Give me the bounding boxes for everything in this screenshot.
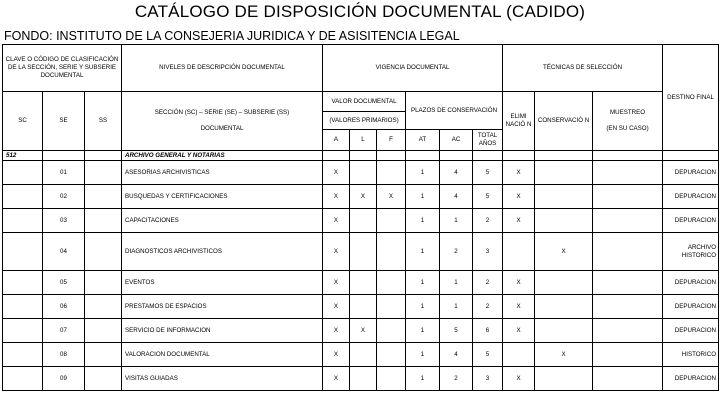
cell-ac: 1 bbox=[440, 271, 473, 295]
cell-f bbox=[377, 161, 406, 185]
cell-muestreo bbox=[593, 319, 663, 343]
cell-cons bbox=[535, 161, 593, 185]
cell-elim: X bbox=[503, 367, 535, 391]
niveles-header: NIVELES DE DESCRIPCIÓN DOCUMENTAL bbox=[122, 45, 323, 92]
cell-at: 1 bbox=[406, 295, 440, 319]
table-row bbox=[3, 185, 719, 209]
cell-desc: SERVICIO DE INFORMACION bbox=[122, 319, 323, 343]
cell-ss bbox=[85, 367, 122, 391]
sc-header: SC bbox=[3, 92, 43, 151]
cell-cons bbox=[535, 295, 593, 319]
cell-muestreo bbox=[593, 233, 663, 271]
cell-cons: X bbox=[535, 343, 593, 367]
f-header: F bbox=[377, 130, 406, 151]
cell-se: 01 bbox=[43, 161, 85, 185]
cell-f bbox=[377, 319, 406, 343]
header-row-2 bbox=[3, 92, 719, 112]
cell-at: 1 bbox=[406, 319, 440, 343]
cell-elim: X bbox=[503, 161, 535, 185]
cell-desc: PRESTAMOS DE ESPACIOS bbox=[122, 295, 323, 319]
cell-a: X bbox=[323, 161, 350, 185]
cell-a: X bbox=[323, 295, 350, 319]
cell-cons bbox=[535, 185, 593, 209]
cell-se: 03 bbox=[43, 209, 85, 233]
l-header: L bbox=[350, 130, 377, 151]
cell-ss bbox=[85, 233, 122, 271]
cell-muestreo bbox=[593, 367, 663, 391]
ac-header: AC bbox=[440, 130, 473, 151]
cell-se: 07 bbox=[43, 319, 85, 343]
cell-elim: X bbox=[503, 295, 535, 319]
table-row bbox=[3, 343, 719, 367]
cell-muestreo bbox=[593, 271, 663, 295]
cell-at: 1 bbox=[406, 271, 440, 295]
cell-desc: CAPACITACIONES bbox=[122, 209, 323, 233]
a-header: A bbox=[323, 130, 350, 151]
cell-ac: 1 bbox=[440, 295, 473, 319]
cell-se: 09 bbox=[43, 367, 85, 391]
cell-muestreo bbox=[593, 295, 663, 319]
cell-desc: EVENTOS bbox=[122, 271, 323, 295]
cell-elim: X bbox=[503, 271, 535, 295]
se-header: SE bbox=[43, 92, 85, 151]
cell-ss bbox=[85, 343, 122, 367]
cell-cons bbox=[535, 209, 593, 233]
cell-se: 08 bbox=[43, 343, 85, 367]
section-name: ARCHIVO GENERAL Y NOTARIAS bbox=[122, 151, 323, 161]
cell-a: X bbox=[323, 209, 350, 233]
table-row bbox=[3, 367, 719, 391]
valor-documental-header: VALOR DOCUMENTAL bbox=[323, 92, 406, 112]
cell-f: X bbox=[377, 185, 406, 209]
cell-l bbox=[350, 161, 377, 185]
cell-cons: X bbox=[535, 233, 593, 271]
cell-desc: VALORACION DOCUMENTAL bbox=[122, 343, 323, 367]
cell-destino: ARCHIVO HISTORICO bbox=[663, 233, 719, 271]
cell-sc bbox=[3, 233, 43, 271]
cell-a: X bbox=[323, 319, 350, 343]
cell-ac: 4 bbox=[440, 343, 473, 367]
table-row bbox=[3, 209, 719, 233]
cell-muestreo bbox=[593, 209, 663, 233]
cell-f bbox=[377, 295, 406, 319]
cell-ss bbox=[85, 319, 122, 343]
cell-elim bbox=[503, 343, 535, 367]
cell-destino: DEPURACION bbox=[663, 271, 719, 295]
section-row bbox=[3, 151, 719, 161]
conservacion-header: CONSERVACIÓ N bbox=[535, 92, 593, 151]
cell-at: 1 bbox=[406, 161, 440, 185]
page-title: CATÁLOGO DE DISPOSICIÓN DOCUMENTAL (CADIDO) bbox=[134, 2, 586, 21]
cell-total: 2 bbox=[473, 209, 503, 233]
cell-cons bbox=[535, 319, 593, 343]
cell-destino: HISTORICO bbox=[663, 343, 719, 367]
cell-total: 3 bbox=[473, 233, 503, 271]
cell-sc bbox=[3, 319, 43, 343]
at-header: AT bbox=[406, 130, 440, 151]
cell-l bbox=[350, 295, 377, 319]
fondo-label: FONDO: INSTITUTO DE LA CONSEJERIA JURIDICA Y DE ASISITENCIA LEGAL bbox=[4, 29, 460, 43]
cell-elim: X bbox=[503, 319, 535, 343]
cell-elim bbox=[503, 233, 535, 271]
destino-header: DESTINO FINAL bbox=[663, 45, 719, 151]
clave-header: CLAVE O CÓDIGO DE CLASIFICACIÓN DE LA SECCIÓN, SERIE Y SUBSERIE DOCUMENTAL bbox=[3, 45, 122, 92]
cell-ss bbox=[85, 295, 122, 319]
cell-se: 05 bbox=[43, 271, 85, 295]
cell-sc bbox=[3, 367, 43, 391]
cell-a: X bbox=[323, 271, 350, 295]
cell-sc bbox=[3, 271, 43, 295]
section-ss-empty bbox=[85, 151, 122, 161]
cell-at: 1 bbox=[406, 343, 440, 367]
cell-muestreo bbox=[593, 185, 663, 209]
cell-at: 1 bbox=[406, 209, 440, 233]
cell-se: 06 bbox=[43, 295, 85, 319]
total-header: TOTAL AÑOS bbox=[473, 130, 503, 151]
cell-sc bbox=[3, 185, 43, 209]
cell-ss bbox=[85, 185, 122, 209]
cell-at: 1 bbox=[406, 233, 440, 271]
cell-f bbox=[377, 271, 406, 295]
cell-elim: X bbox=[503, 209, 535, 233]
plazos-header: PLAZOS DE CONSERVACIÓN bbox=[406, 92, 503, 130]
cell-l: X bbox=[350, 185, 377, 209]
cell-ss bbox=[85, 271, 122, 295]
cell-total: 5 bbox=[473, 185, 503, 209]
vigencia-header: VIGENCIA DOCUMENTAL bbox=[323, 45, 503, 92]
cell-ac: 4 bbox=[440, 161, 473, 185]
cell-at: 1 bbox=[406, 185, 440, 209]
cell-f bbox=[377, 343, 406, 367]
ss-header: SS bbox=[85, 92, 122, 151]
table-row bbox=[3, 319, 719, 343]
cell-destino: DEPURACION bbox=[663, 295, 719, 319]
cell-se: 04 bbox=[43, 233, 85, 271]
cell-total: 2 bbox=[473, 295, 503, 319]
table-row bbox=[3, 161, 719, 185]
cell-ac: 2 bbox=[440, 233, 473, 271]
header-row-1 bbox=[3, 45, 719, 92]
table-row bbox=[3, 233, 719, 271]
cell-at: 1 bbox=[406, 367, 440, 391]
eliminacion-header: ELIMI NACIÓ N bbox=[503, 92, 535, 151]
section-code: 512 bbox=[3, 151, 43, 161]
cell-a: X bbox=[323, 233, 350, 271]
cell-cons bbox=[535, 367, 593, 391]
cell-desc: VISITAS GUIADAS bbox=[122, 367, 323, 391]
cell-l bbox=[350, 343, 377, 367]
cell-destino: DEPURACION bbox=[663, 319, 719, 343]
cell-l bbox=[350, 233, 377, 271]
seccion-serie-header: SECCIÓN (SC) – SERIE (SE) – SUBSERIE (SS) DOCUMENTAL bbox=[122, 92, 323, 151]
cell-ac: 1 bbox=[440, 209, 473, 233]
cell-l bbox=[350, 271, 377, 295]
cell-f bbox=[377, 367, 406, 391]
cadido-table bbox=[2, 44, 719, 391]
cell-l bbox=[350, 209, 377, 233]
cell-desc: DIAGNOSTICOS ARCHIVISTICOS bbox=[122, 233, 323, 271]
cell-total: 5 bbox=[473, 343, 503, 367]
cell-sc bbox=[3, 209, 43, 233]
table-row bbox=[3, 271, 719, 295]
cell-total: 5 bbox=[473, 161, 503, 185]
cell-a: X bbox=[323, 343, 350, 367]
cell-total: 3 bbox=[473, 367, 503, 391]
cell-l bbox=[350, 367, 377, 391]
cell-total: 6 bbox=[473, 319, 503, 343]
cell-f bbox=[377, 233, 406, 271]
cell-a: X bbox=[323, 367, 350, 391]
muestreo-header: MUESTREO (EN SU CASO) bbox=[593, 92, 663, 151]
cell-ac: 4 bbox=[440, 185, 473, 209]
cell-destino: DEPURACION bbox=[663, 367, 719, 391]
cell-l: X bbox=[350, 319, 377, 343]
cell-a: X bbox=[323, 185, 350, 209]
valores-primarios-header: (VALORES PRIMARIOS) bbox=[323, 112, 406, 130]
cell-ac: 2 bbox=[440, 367, 473, 391]
cell-ac: 5 bbox=[440, 319, 473, 343]
cell-sc bbox=[3, 161, 43, 185]
cell-destino: DEPURACION bbox=[663, 185, 719, 209]
cell-cons bbox=[535, 271, 593, 295]
cell-desc: ASESORIAS ARCHIVISTICAS bbox=[122, 161, 323, 185]
section-se-empty bbox=[43, 151, 85, 161]
cell-sc bbox=[3, 295, 43, 319]
cell-total: 2 bbox=[473, 271, 503, 295]
cell-ss bbox=[85, 209, 122, 233]
cell-destino: DEPURACION bbox=[663, 209, 719, 233]
table-row bbox=[3, 295, 719, 319]
cell-f bbox=[377, 209, 406, 233]
cell-se: 02 bbox=[43, 185, 85, 209]
cell-desc: BUSQUEDAS Y CERTIFICACIONES bbox=[122, 185, 323, 209]
cell-sc bbox=[3, 343, 43, 367]
cell-muestreo bbox=[593, 161, 663, 185]
cell-ss bbox=[85, 161, 122, 185]
cell-muestreo bbox=[593, 343, 663, 367]
cell-destino: DEPURACION bbox=[663, 161, 719, 185]
cell-elim: X bbox=[503, 185, 535, 209]
tecnicas-header: TÉCNICAS DE SELECCIÓN bbox=[503, 45, 663, 92]
